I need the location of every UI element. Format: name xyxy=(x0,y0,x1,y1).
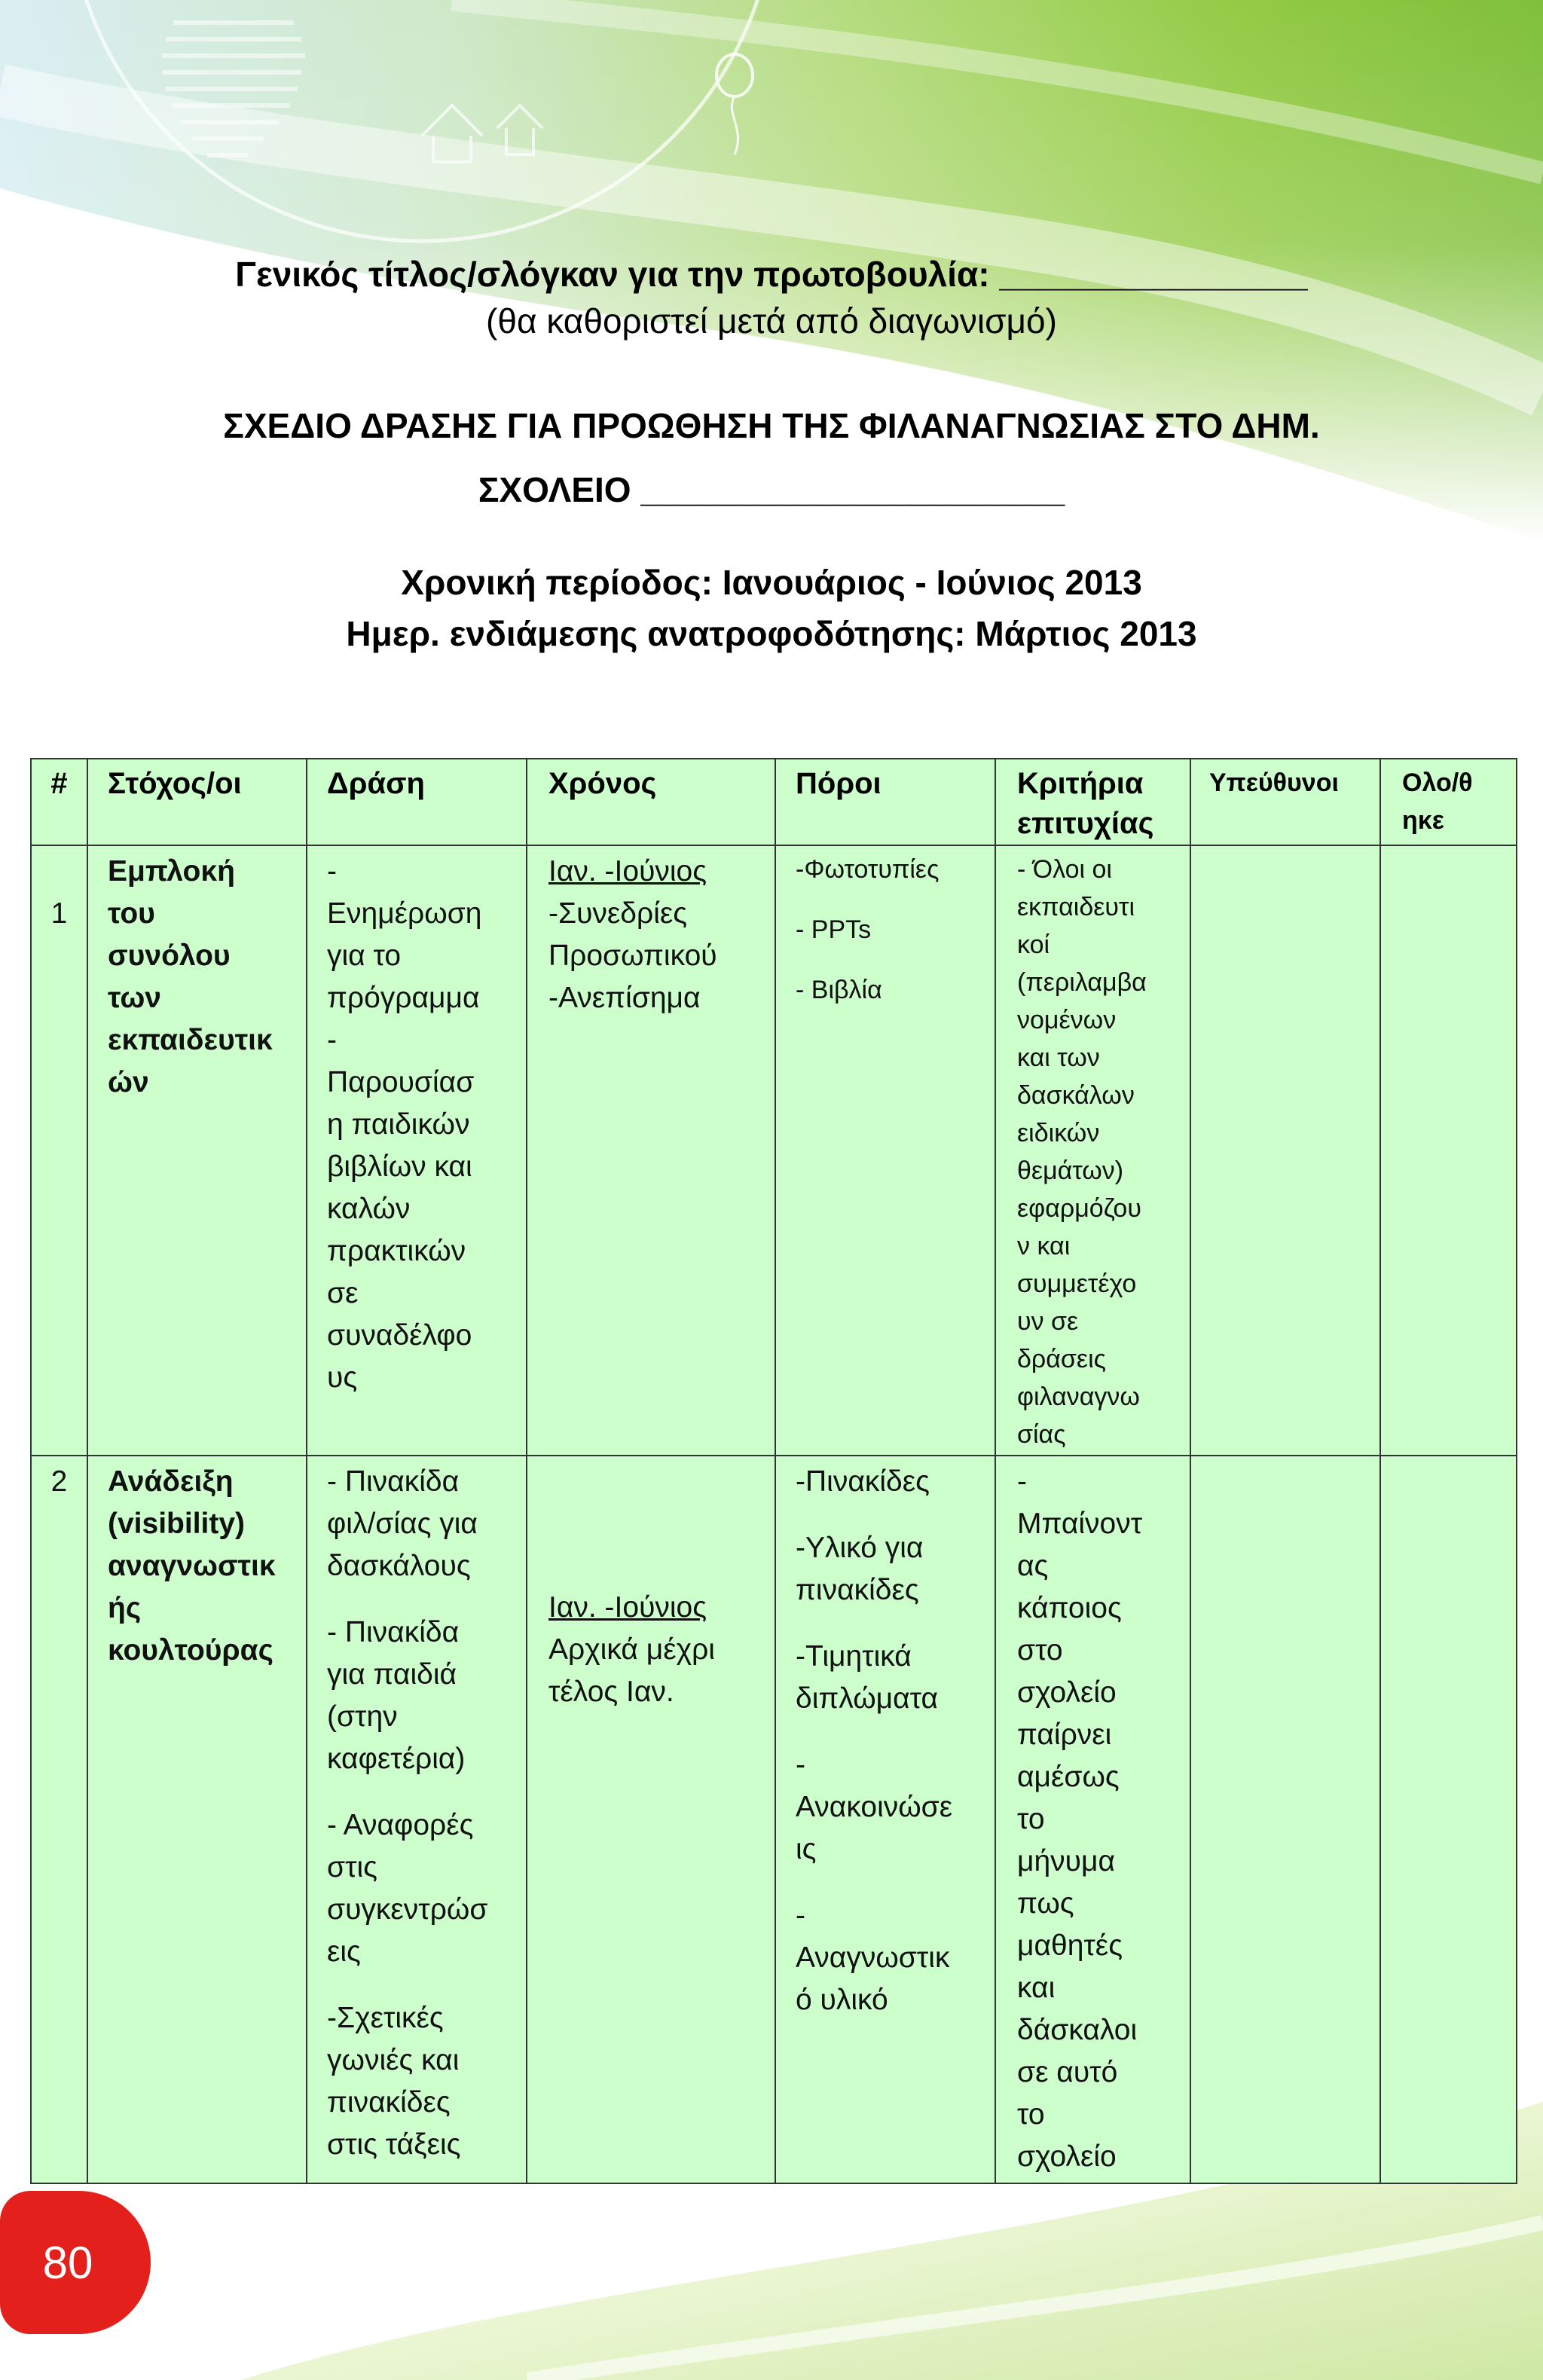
cell-paragraph xyxy=(796,1636,991,1720)
table-header-row xyxy=(31,759,1517,845)
cell-text-line: γωνιές και xyxy=(327,2044,460,2076)
cell-text-line: συνόλου xyxy=(108,939,231,972)
cell-completed xyxy=(1380,845,1517,1456)
cell-text-line: υν σε xyxy=(1017,1307,1079,1336)
cell-text-line: καλών xyxy=(327,1193,411,1225)
cell-text-line: διπλώματα xyxy=(796,1682,939,1715)
cell-text-line: δασκάλους xyxy=(327,1550,471,1582)
plan-title: ΣΧΕΔΙΟ ΔΡΑΣΗΣ ΓΙΑ ΠΡΟΩΘΗΣΗ ΤΗΣ ΦΙΛΑΝΑΓΝΩΣΙΑΣ ΣΤΟ ΔΗΜ. xyxy=(223,406,1320,445)
column-header-text: ηκε xyxy=(1402,806,1444,835)
cell-paragraph xyxy=(327,1019,523,1399)
cell-text-line: σε αυτό xyxy=(1017,2056,1118,2088)
cell-text-line: θεμάτων) xyxy=(1017,1156,1124,1185)
column-header-time xyxy=(527,759,775,845)
cell-text-line: -Υλικό για xyxy=(796,1532,924,1564)
column-header-responsible xyxy=(1190,759,1380,845)
cell-text-line: (visibility) xyxy=(108,1508,246,1540)
cell-paragraph xyxy=(108,851,303,1104)
cell-time xyxy=(527,1456,775,2183)
cell-text-line: Εμπλοκή xyxy=(108,855,235,888)
cell-paragraph xyxy=(796,1461,991,1503)
cell-text-line: - PPTs xyxy=(796,915,872,944)
table-row xyxy=(31,845,1517,1456)
cell-text-line: ν και xyxy=(1017,1232,1071,1260)
cell-text-line: αμέσως xyxy=(1017,1761,1120,1793)
cell-text-line: σε xyxy=(327,1277,359,1309)
cell-text-line: - xyxy=(796,1899,805,1932)
cell-paragraph xyxy=(327,1461,523,1587)
table-head xyxy=(31,759,1517,845)
cell-text-line: δάσκαλοι xyxy=(1017,2014,1138,2046)
action-plan-table xyxy=(30,758,1517,2184)
cell-criteria xyxy=(995,845,1190,1456)
cell-text-line: εκπαιδευτι xyxy=(1017,893,1135,921)
cell-text-line: εφαρμόζου xyxy=(1017,1194,1141,1223)
cell-text-line: Ανακοινώσε xyxy=(796,1791,953,1823)
feedback-date: Ημερ. ενδιάμεσης ανατροφοδότησης: Μάρτιος 2013 xyxy=(346,614,1197,653)
school-label: ΣΧΟΛΕΙΟ xyxy=(478,470,631,509)
cell-text-line: -Φωτοτυπίες xyxy=(796,855,940,884)
cell-text-line: εκπαιδευτικ xyxy=(108,1024,273,1056)
column-header-text: επιτυχίας xyxy=(1017,807,1154,840)
cell-text-line: κουλτούρας xyxy=(108,1634,273,1667)
cell-text-line: η παιδικών xyxy=(327,1108,470,1141)
slogan-label: Γενικός τίτλος/σλόγκαν για την πρωτοβουλία: xyxy=(235,255,990,294)
column-header-text: Στόχος/οι xyxy=(108,767,242,800)
cell-text-line: βιβλίων και xyxy=(327,1150,472,1183)
slogan-blank: ________________ xyxy=(999,255,1308,294)
column-header-text: Υπεύθυνοι xyxy=(1209,768,1339,797)
cell-text-line: - Όλοι οι xyxy=(1017,855,1112,884)
cell-text-line: στις xyxy=(327,1851,377,1884)
cell-text-line: μαθητές xyxy=(1017,1929,1123,1962)
cell-paragraph xyxy=(796,971,991,1009)
school-line xyxy=(0,469,1543,511)
cell-text-line: φιλαναγνω xyxy=(1017,1382,1140,1411)
cell-text-line: και xyxy=(1017,1972,1056,2004)
cell-text-line: υς xyxy=(327,1361,358,1394)
cell-paragraph xyxy=(548,893,772,977)
cell-text-line: το xyxy=(1017,1803,1045,1835)
cell-text-line: πινακίδες xyxy=(327,2086,451,2119)
cell-paragraph xyxy=(796,1527,991,1612)
cell-text-line: μήνυμα xyxy=(1017,1845,1116,1877)
cell-text-line: (στην xyxy=(327,1700,398,1733)
column-header-completed xyxy=(1380,759,1517,845)
cell-text-line: - xyxy=(327,1024,337,1056)
cell-text-line: δράσεις xyxy=(1017,1345,1107,1373)
column-header-text: Ολο/θ xyxy=(1402,768,1473,797)
cell-paragraph xyxy=(796,1895,991,2021)
table-body xyxy=(31,845,1517,2183)
cell-text-line: εις xyxy=(327,1935,361,1968)
cell-action xyxy=(307,845,527,1456)
cell-responsible xyxy=(1190,1456,1380,2183)
cell-time xyxy=(527,845,775,1456)
column-header-action xyxy=(307,759,527,845)
cell-paragraph xyxy=(108,1461,303,1672)
cell-goal xyxy=(87,845,307,1456)
cell-paragraph xyxy=(796,911,991,949)
cell-text-line: φιλ/σίας για xyxy=(327,1508,478,1540)
column-header-criteria xyxy=(995,759,1190,845)
cell-text-line: - xyxy=(1017,1465,1027,1498)
cell-text-line: παίρνει xyxy=(1017,1719,1112,1751)
cell-text-line: και των xyxy=(1017,1043,1100,1072)
cell-paragraph xyxy=(1017,851,1187,1453)
cell-text-line: - Βιβλία xyxy=(796,976,882,1004)
cell-text-line: ειδικών xyxy=(1017,1119,1100,1147)
cell-text-line: ής xyxy=(108,1592,142,1624)
column-header-text: Δράση xyxy=(327,767,425,800)
cell-text-line: - xyxy=(327,855,337,888)
cell-text-line: ό υλικό xyxy=(796,1984,888,2016)
cell-text-line: κοί xyxy=(1017,930,1050,959)
cell-text-line: σίας xyxy=(1017,1420,1066,1449)
cell-text-line: του xyxy=(108,897,155,930)
cell-paragraph xyxy=(1017,1461,1187,2178)
cell-text-line: Μπαίνοντ xyxy=(1017,1508,1143,1540)
cell-number xyxy=(31,845,87,1456)
cell-text-line: τέλος Ιαν. xyxy=(548,1676,674,1708)
school-blank: ______________________ xyxy=(640,470,1065,509)
cell-text-line: 2 xyxy=(50,1465,68,1498)
cell-goal xyxy=(87,1456,307,2183)
cell-text-line: πρακτικών xyxy=(327,1235,466,1267)
cell-text-line: Ιαν. -Ιούνιος xyxy=(548,1591,707,1624)
cell-text-line: σχολείο xyxy=(1017,1676,1117,1709)
page-number-badge xyxy=(0,2191,151,2334)
cell-text-line: (περιλαμβα xyxy=(1017,968,1147,997)
cell-text-line: για το xyxy=(327,939,402,972)
cell-number xyxy=(31,1456,87,2183)
cell-text-line: πινακίδες xyxy=(796,1574,919,1606)
cell-text-line: συγκεντρώσ xyxy=(327,1893,488,1926)
cell-text-line: Ανάδειξη xyxy=(108,1465,234,1498)
cell-text-line: Παρουσίασ xyxy=(327,1066,475,1098)
cell-text-line: ών xyxy=(108,1066,149,1098)
cell-text-line: των xyxy=(108,982,161,1014)
column-header-text: Κριτήρια xyxy=(1017,767,1144,800)
column-header-goal xyxy=(87,759,307,845)
cell-text-line: - Πινακίδα xyxy=(327,1616,460,1648)
cell-text-line: Ιαν. -Ιούνιος xyxy=(548,855,707,888)
cell-text-line: αναγνωστικ xyxy=(108,1550,276,1582)
column-header-text: # xyxy=(50,767,68,800)
cell-text-line: - Πινακίδα xyxy=(327,1465,460,1498)
column-header-text: Χρόνος xyxy=(548,767,657,800)
cell-text-line: -Τιμητικά xyxy=(796,1640,912,1673)
cell-text-line: Ενημέρωση xyxy=(327,897,482,930)
cell-resources xyxy=(775,1456,995,2183)
cell-text-line: ις xyxy=(796,1833,817,1865)
slogan-note: (θα καθοριστεί μετά από διαγωνισμό) xyxy=(486,301,1057,341)
cell-paragraph xyxy=(796,851,991,888)
cell-text-line: πρόγραμμα xyxy=(327,982,480,1014)
cell-criteria xyxy=(995,1456,1190,2183)
cell-text-line: κάποιος xyxy=(1017,1592,1122,1624)
cell-responsible xyxy=(1190,845,1380,1456)
cell-text-line: σχολείο xyxy=(1017,2140,1117,2173)
cell-text-line: -Συνεδρίες xyxy=(548,897,688,930)
cell-text-line: - xyxy=(796,1749,805,1781)
cell-text-line: -Πινακίδες xyxy=(796,1465,930,1498)
cell-text-line: Αρχικά μέχρι xyxy=(548,1633,715,1666)
cell-text-line: δασκάλων xyxy=(1017,1081,1135,1110)
cell-text-line: το xyxy=(1017,2098,1045,2131)
cell-paragraph xyxy=(548,1587,772,1629)
cell-text-line: συναδέλφο xyxy=(327,1319,472,1352)
cell-paragraph xyxy=(327,1804,523,1973)
cell-paragraph xyxy=(548,1629,772,1713)
table-row xyxy=(31,1456,1517,2183)
cell-text-line: πως xyxy=(1017,1887,1074,1920)
cell-paragraph xyxy=(327,851,523,1019)
cell-text-line: συμμετέχο xyxy=(1017,1269,1137,1298)
cell-text-line: -Ανεπίσημα xyxy=(548,982,701,1014)
cell-text-line: -Σχετικές xyxy=(327,2002,444,2034)
cell-paragraph xyxy=(327,1997,523,2166)
cell-text-line: 1 xyxy=(50,897,68,930)
slogan-line xyxy=(0,253,1543,295)
cell-paragraph xyxy=(796,1744,991,1871)
column-header-text: Πόροι xyxy=(796,767,881,800)
cell-completed xyxy=(1380,1456,1517,2183)
column-header-resources xyxy=(775,759,995,845)
cell-resources xyxy=(775,845,995,1456)
cell-text-line: για παιδιά xyxy=(327,1658,457,1691)
cell-paragraph xyxy=(35,893,84,935)
cell-text-line: στις τάξεις xyxy=(327,2128,461,2161)
cell-text-line: ας xyxy=(1017,1550,1049,1582)
page-number: 80 xyxy=(42,2237,93,2288)
cell-text-line: Προσωπικού xyxy=(548,939,717,972)
column-header-number xyxy=(31,759,87,845)
cell-text-line: νομένων xyxy=(1017,1006,1117,1034)
cell-paragraph xyxy=(327,1612,523,1780)
cell-text-line: - Αναφορές xyxy=(327,1809,474,1841)
time-period: Χρονική περίοδος: Ιανουάριος - Ιούνιος 2013 xyxy=(401,563,1142,602)
cell-text-line: Αναγνωστικ xyxy=(796,1942,950,1974)
cell-action xyxy=(307,1456,527,2183)
cell-paragraph xyxy=(548,977,772,1019)
cell-paragraph xyxy=(35,1461,84,1503)
cell-text-line: στο xyxy=(1017,1634,1063,1667)
cell-paragraph xyxy=(548,851,772,893)
cell-text-line: καφετέρια) xyxy=(327,1743,466,1775)
